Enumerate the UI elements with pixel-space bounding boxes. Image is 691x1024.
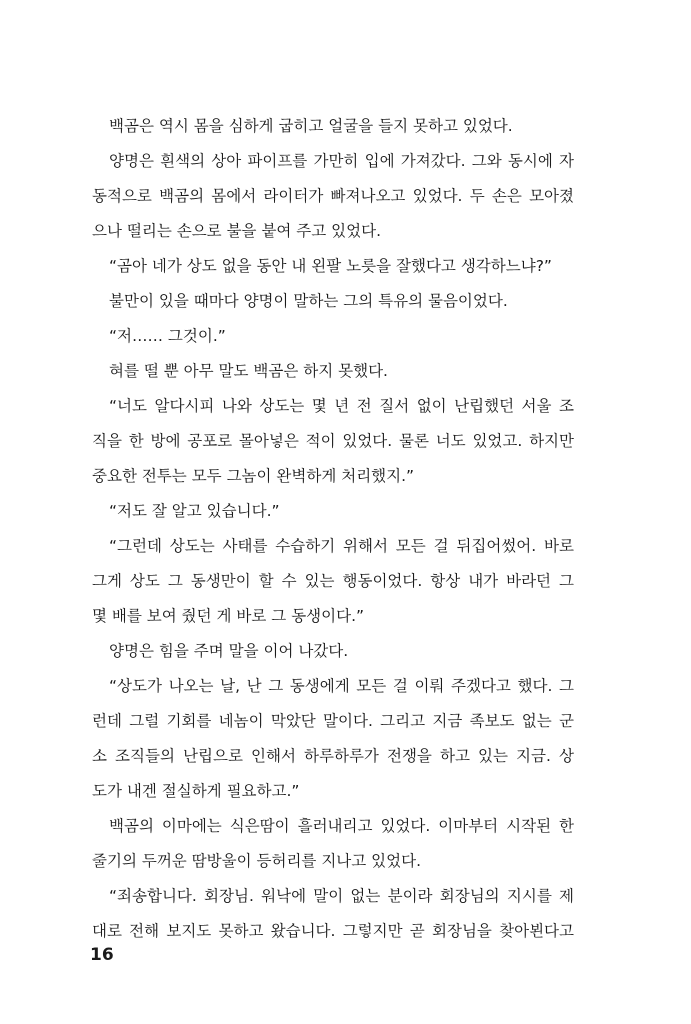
text-line: 양명은 흰색의 상아 파이프를 가만히 입에 가져갔다. 그와 동시에 자 xyxy=(109,152,574,170)
text-line: 줄기의 두꺼운 땀방울이 등허리를 지나고 있었다. xyxy=(92,852,422,870)
text-line: 몇 배를 보여 줬던 게 바로 그 동생이다.” xyxy=(92,607,365,625)
text-line: 불만이 있을 때마다 양명이 말하는 그의 특유의 물음이었다. xyxy=(109,292,508,310)
text-line: 으나 떨리는 손으로 불을 붙여 주고 있었다. xyxy=(92,222,382,240)
text-line: 양명은 힘을 주며 말을 이어 나갔다. xyxy=(109,642,349,660)
text-line: “그런데 상도는 사태를 수습하기 위해서 모든 걸 뒤집어썼어. 바로 xyxy=(109,537,574,555)
text-line: “저도 잘 알고 있습니다.” xyxy=(109,502,280,520)
text-line: 그게 상도 그 동생만이 할 수 있는 행동이었다. 항상 내가 바라던 그 xyxy=(92,572,574,590)
text-line: 런데 그럴 기회를 네놈이 막았단 말이다. 그리고 지금 족보도 없는 군 xyxy=(92,712,574,730)
text-line: 소 조직들의 난립으로 인해서 하루하루가 전쟁을 하고 있는 지금. 상 xyxy=(92,747,574,765)
text-line: “곰아 네가 상도 없을 동안 내 왼팔 노릇을 잘했다고 생각하느냐?” xyxy=(109,257,552,275)
text-line: 도가 내겐 절실하게 필요하고.” xyxy=(92,782,300,800)
text-line: “죄송합니다. 회장님. 워낙에 말이 없는 분이라 회장님의 지시를 제 xyxy=(109,887,574,905)
text-line: “상도가 나오는 날, 난 그 동생에게 모든 걸 이뤄 주겠다고 했다. 그 xyxy=(109,677,574,695)
text-line: 백곰은 역시 몸을 심하게 굽히고 얼굴을 들지 못하고 있었다. xyxy=(109,117,513,135)
page-number: 16 xyxy=(90,945,114,965)
text-line: 백곰의 이마에는 식은땀이 흘러내리고 있었다. 이마부터 시작된 한 xyxy=(109,817,574,835)
text-line: 대로 전해 보지도 못하고 왔습니다. 그렇지만 곧 회장님을 찾아뵌다고 xyxy=(92,922,574,940)
text-line: 직을 한 방에 공포로 몰아넣은 적이 있었다. 물론 너도 있었고. 하지만 xyxy=(92,432,574,450)
text-line: “저…… 그것이.” xyxy=(109,327,226,345)
text-line: “너도 알다시피 나와 상도는 몇 년 전 질서 없이 난립했던 서울 조 xyxy=(109,397,574,415)
text-line: 동적으로 백곰의 몸에서 라이터가 빠져나오고 있었다. 두 손은 모아졌 xyxy=(92,187,574,205)
text-line: 혀를 떨 뿐 아무 말도 백곰은 하지 못했다. xyxy=(109,362,388,380)
text-line: 중요한 전투는 모두 그놈이 완벽하게 처리했지.” xyxy=(92,467,415,485)
